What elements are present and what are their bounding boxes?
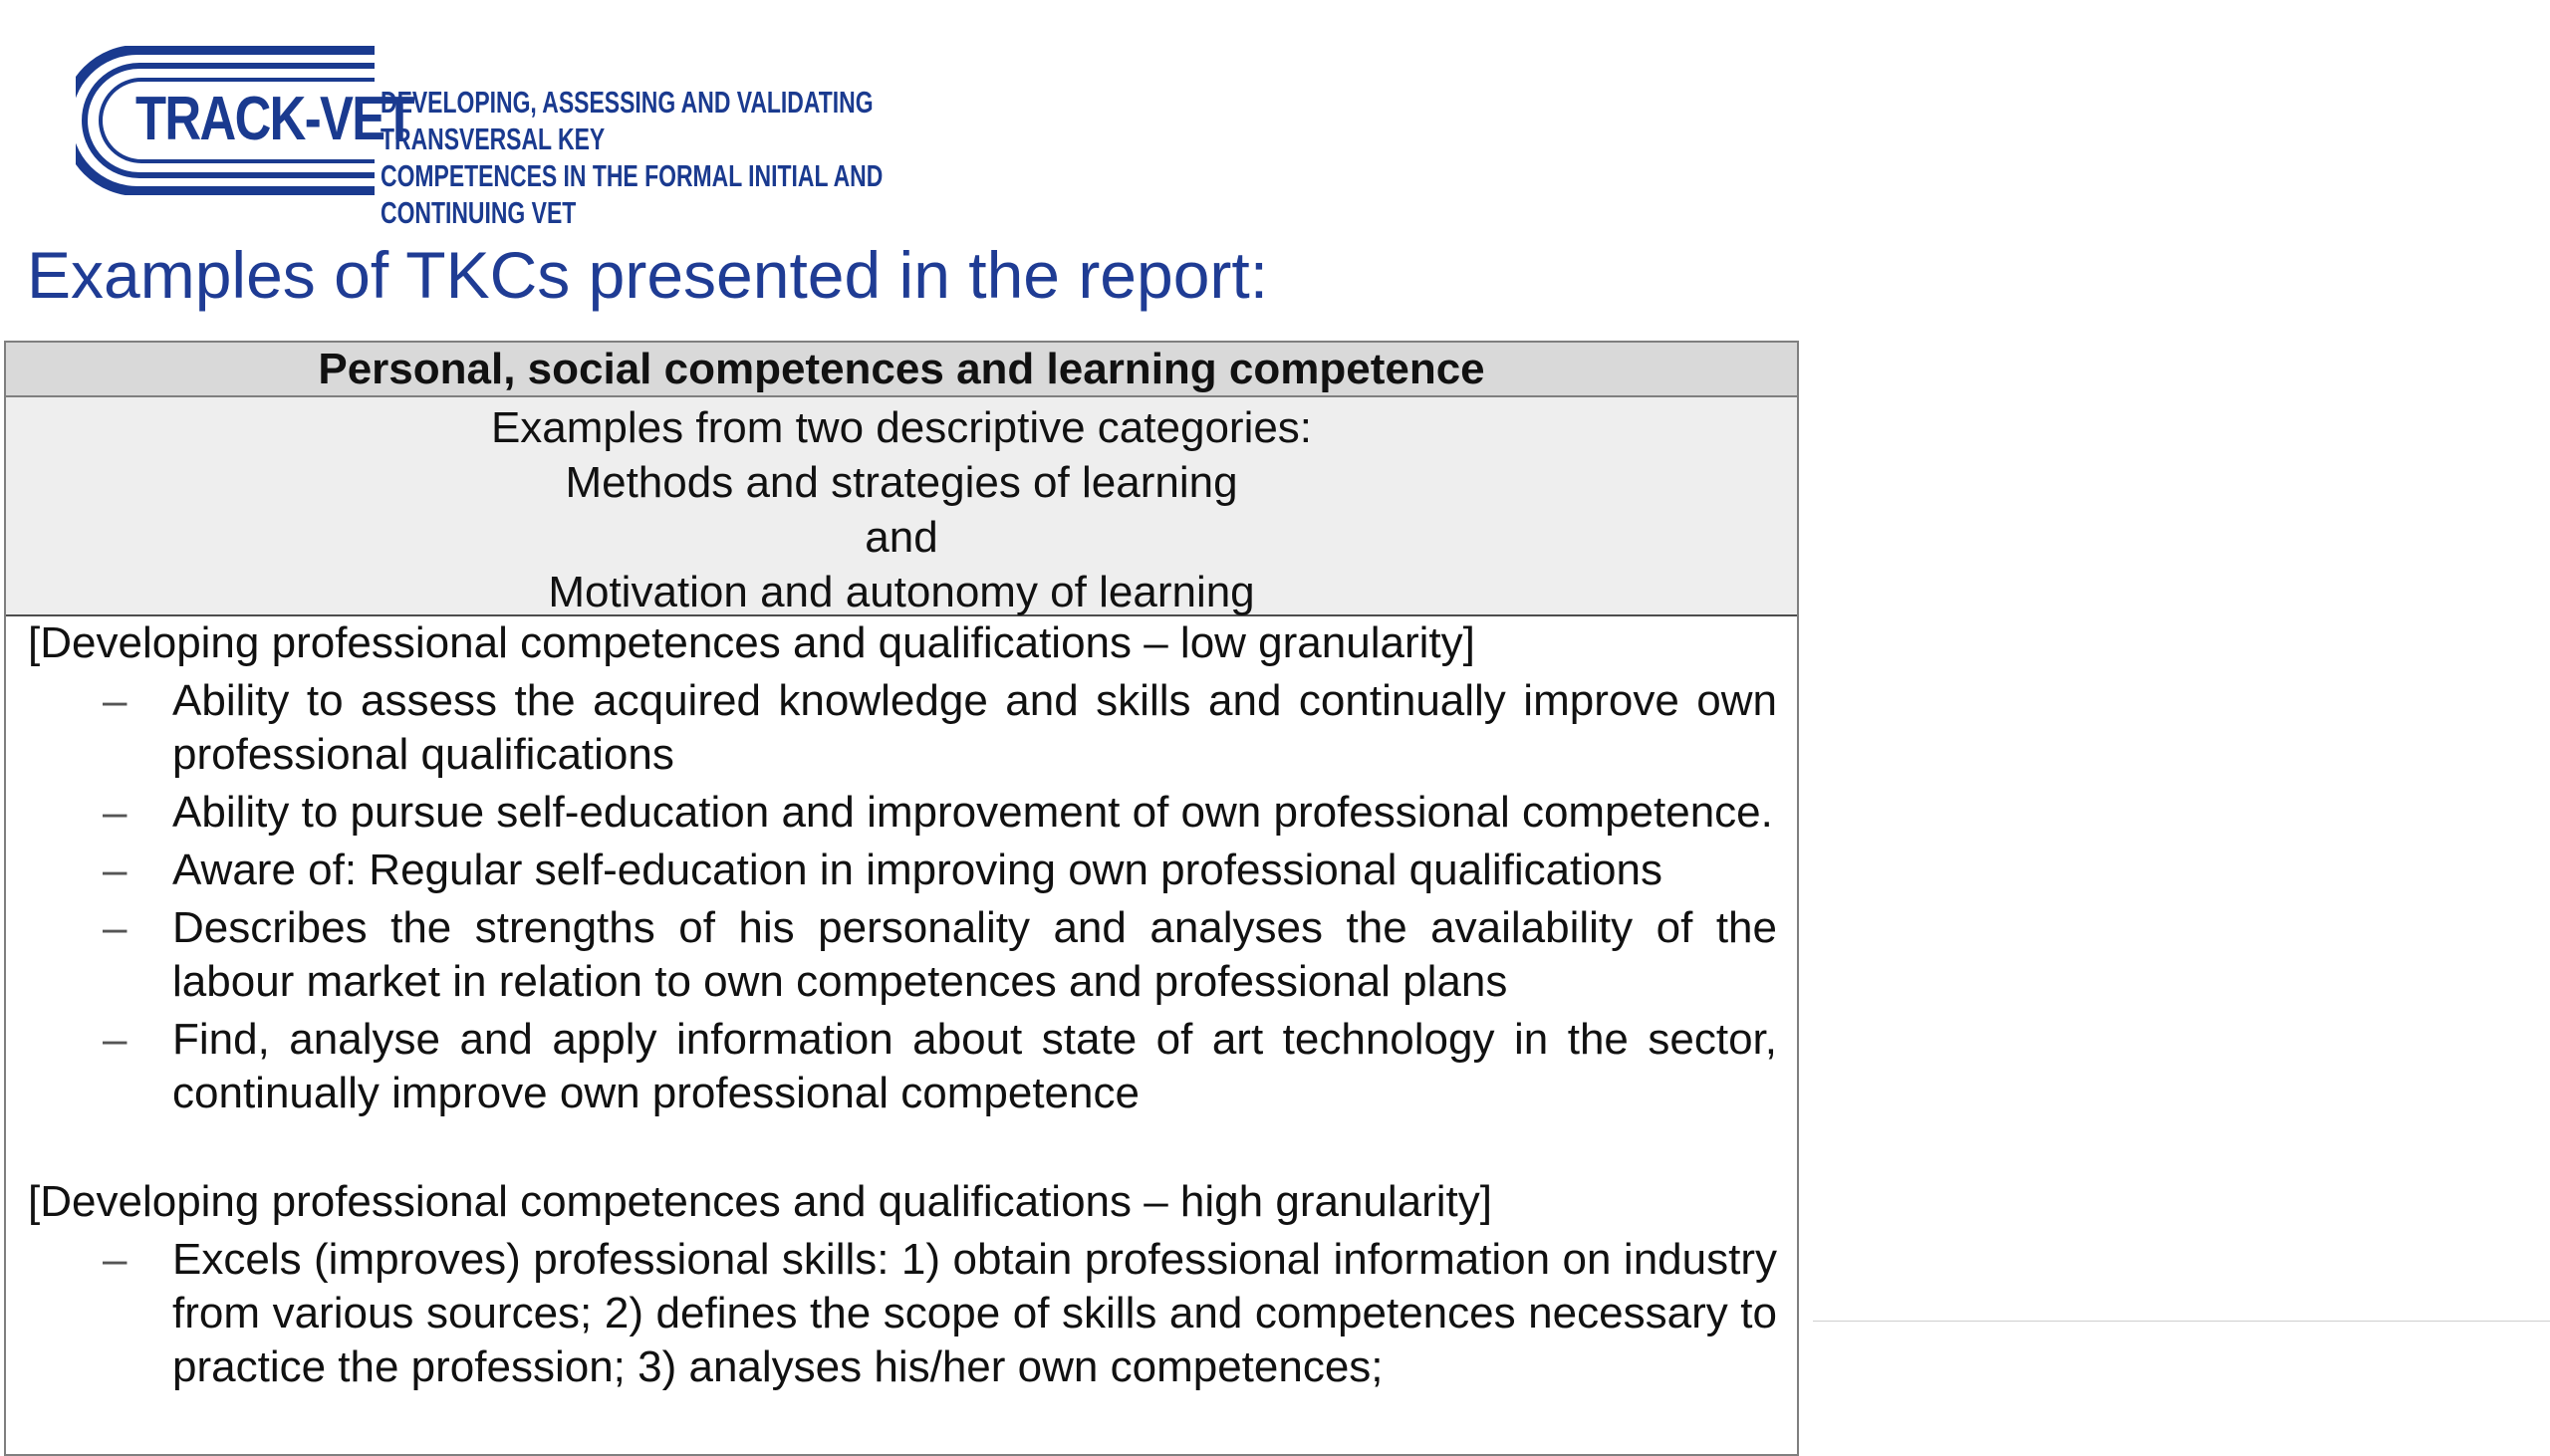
section-heading-low: [Developing professional competences and qualifications – low granularity] bbox=[28, 618, 1475, 667]
list-item-text: Ability to pursue self-education and improvement of own professional competence. bbox=[172, 788, 1773, 837]
list-item-text: Find, analyse and apply information about state of art technology in the sector, continually improve own professional competence bbox=[172, 1015, 1777, 1117]
dash-bullet-icon: – bbox=[103, 846, 128, 894]
list-item bbox=[28, 901, 1777, 1009]
list-item-text: Ability to assess the acquired knowledge and skills and continually improve own professional qualifications bbox=[172, 676, 1777, 779]
table-header: Personal, social competences and learning competence bbox=[6, 343, 1797, 397]
table-subheader bbox=[6, 397, 1797, 616]
track-vet-logo bbox=[76, 46, 1072, 230]
dash-bullet-icon: – bbox=[103, 1015, 128, 1064]
list-item bbox=[28, 1013, 1777, 1120]
logo-tagline-line2: COMPETENCES IN THE FORMAL INITIAL AND CONTINUING VET bbox=[381, 158, 884, 230]
subheader-line: Examples from two descriptive categories: bbox=[490, 403, 1313, 452]
logo-tagline bbox=[381, 84, 940, 231]
table-body bbox=[6, 616, 1797, 1394]
low-granularity-list bbox=[28, 674, 1777, 1120]
list-item-text: Excels (improves) professional skills: 1) obtain professional information on industry from various sources; 2) defines the scope of skills and competences necessary to practice the profession; 3) analyses his/her own competences; bbox=[172, 1235, 1777, 1391]
list-item bbox=[28, 786, 1777, 840]
list-item bbox=[28, 1233, 1777, 1394]
logo-wordmark: TRACK-VET bbox=[135, 85, 413, 153]
dash-bullet-icon: – bbox=[103, 676, 128, 725]
page-title: Examples of TKCs presented in the report: bbox=[27, 238, 1269, 312]
list-item-text: Describes the strengths of his personality and analyses the availability of the labour market in relation to own competences and professional plans bbox=[172, 903, 1777, 1006]
list-item-text: Aware of: Regular self-education in improving own professional qualifications bbox=[172, 846, 1662, 894]
dash-bullet-icon: – bbox=[103, 1235, 128, 1284]
section-heading-high: [Developing professional competences and qualifications – high granularity] bbox=[28, 1177, 1493, 1226]
divider-line bbox=[1813, 1321, 2550, 1322]
logo-tagline-line1: DEVELOPING, ASSESSING AND VALIDATING TRANSVERSAL KEY bbox=[381, 85, 874, 156]
high-granularity-list bbox=[28, 1233, 1777, 1394]
list-item bbox=[28, 844, 1777, 897]
list-item bbox=[28, 674, 1777, 782]
competence-table bbox=[4, 341, 1799, 1456]
subheader-line: Motivation and autonomy of learning bbox=[548, 568, 1255, 616]
dash-bullet-icon: – bbox=[103, 788, 128, 837]
subheader-line: and bbox=[865, 513, 938, 562]
subheader-line: Methods and strategies of learning bbox=[565, 458, 1238, 507]
dash-bullet-icon: – bbox=[103, 903, 128, 952]
